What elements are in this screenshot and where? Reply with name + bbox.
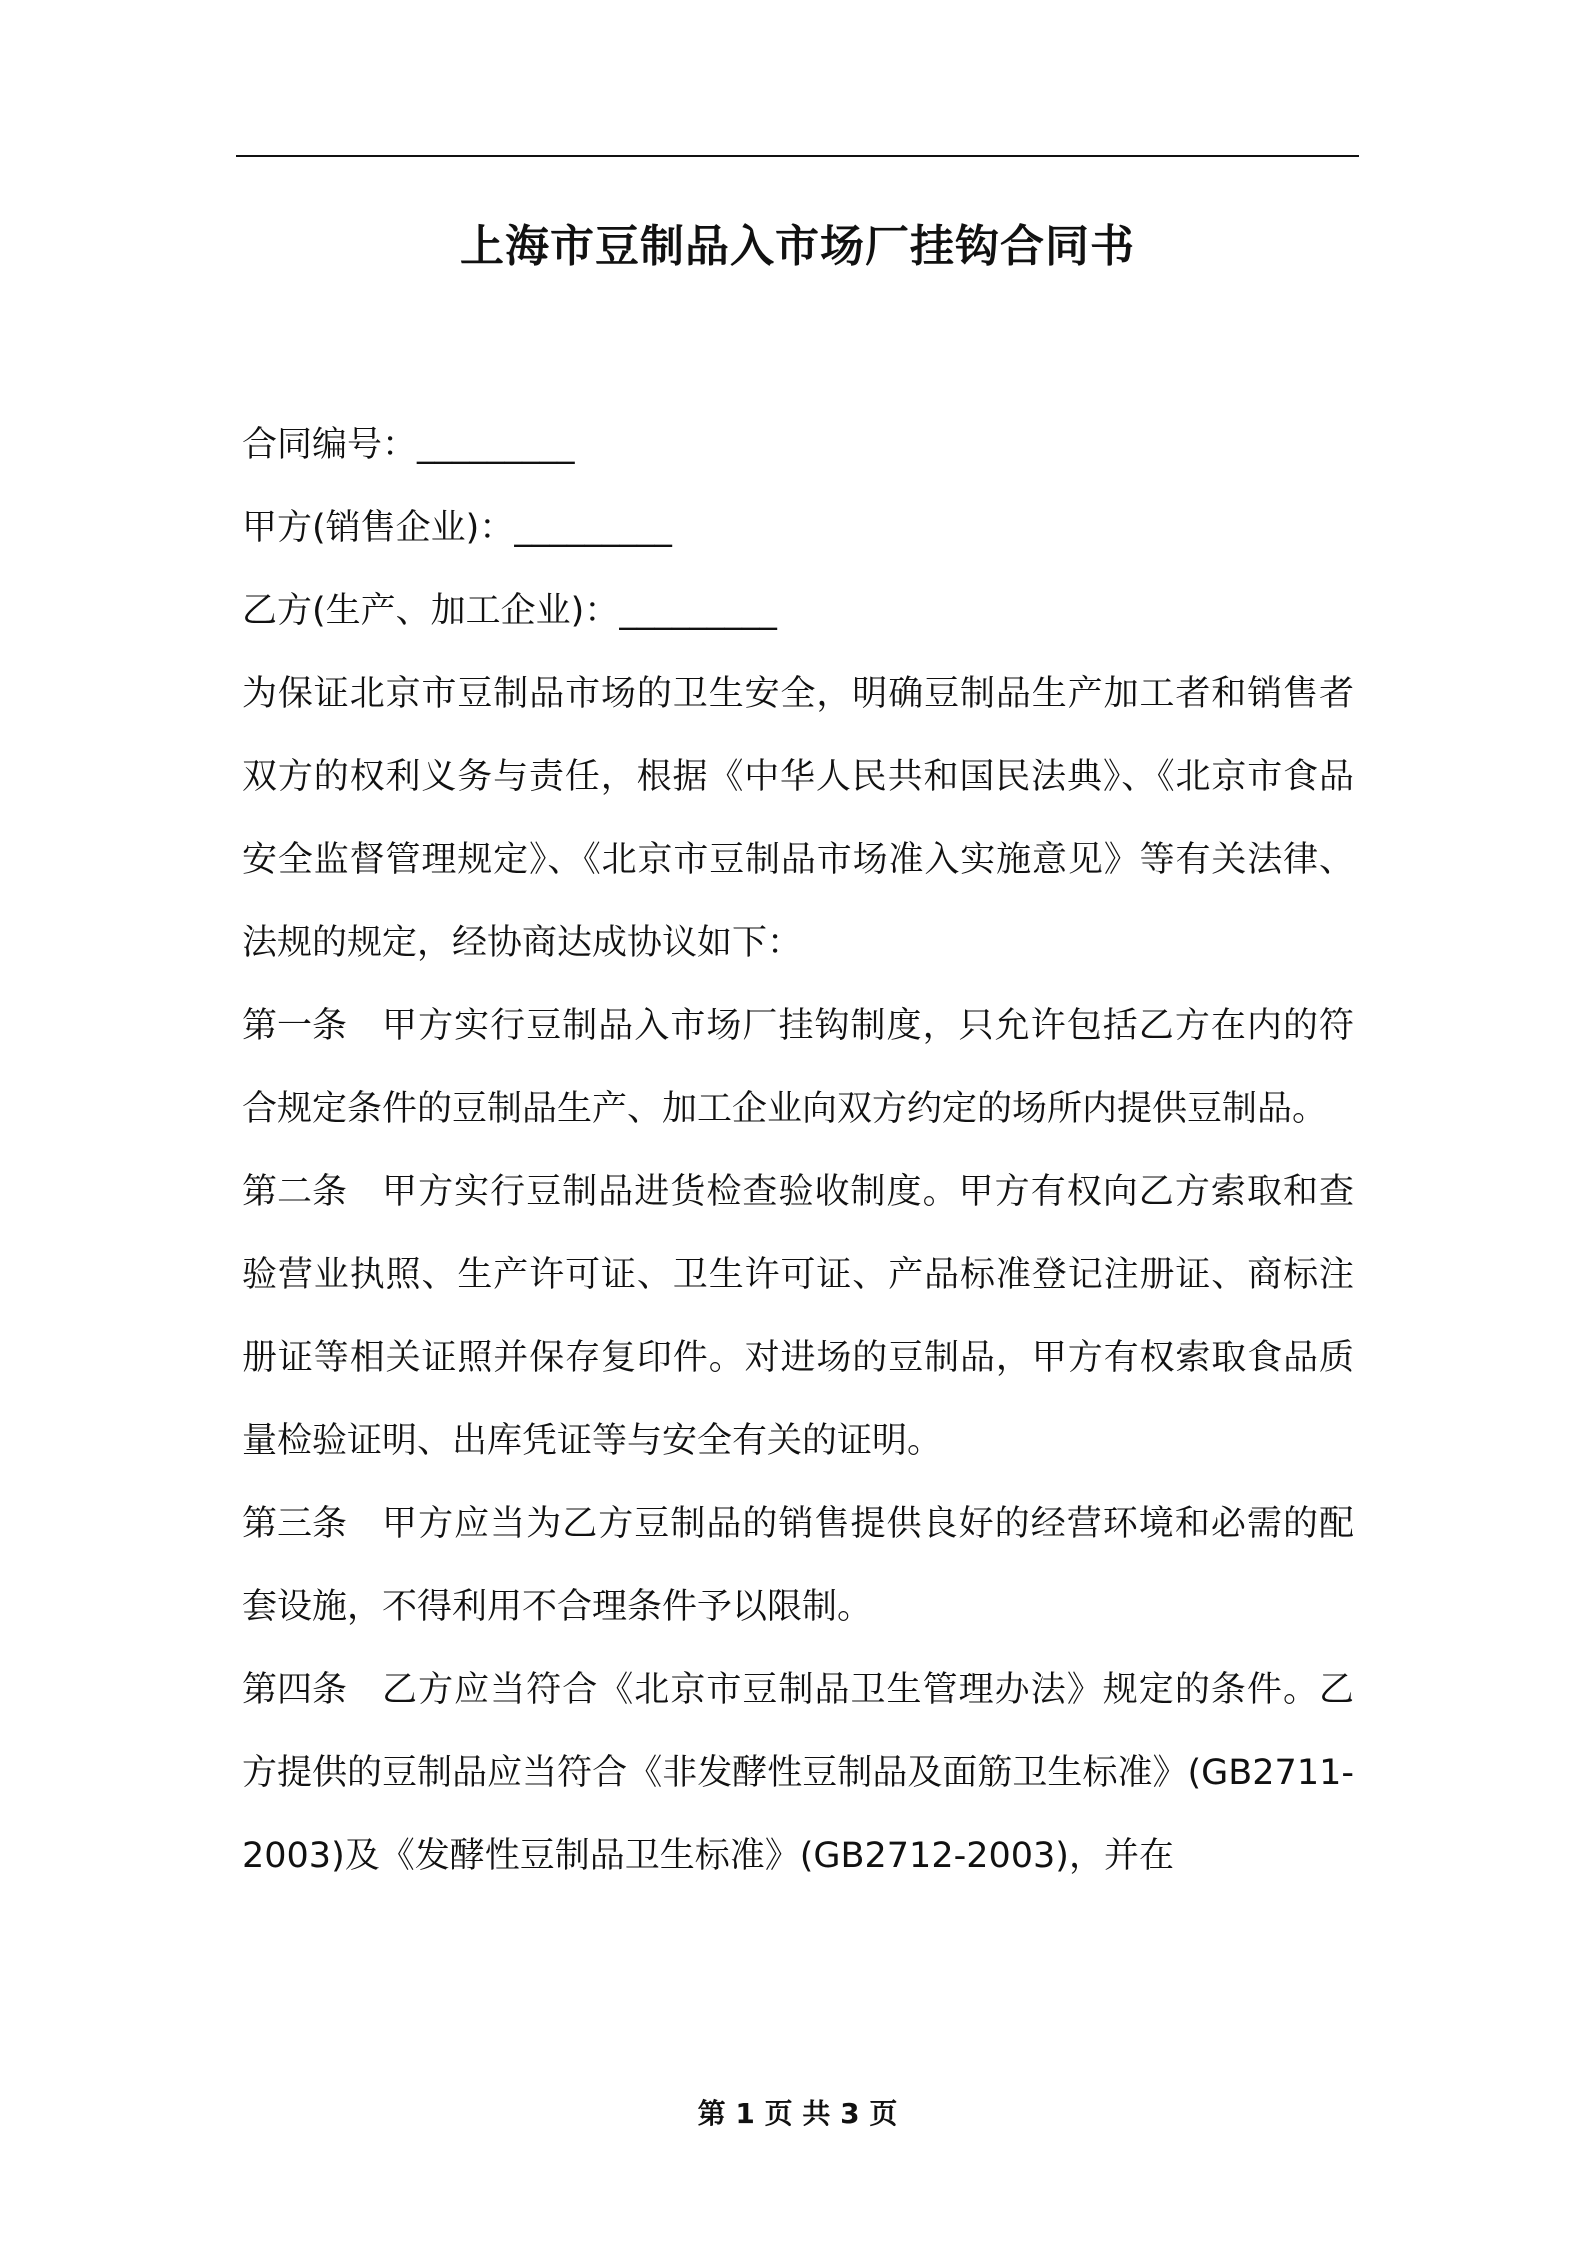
- header-rule: [236, 155, 1359, 157]
- article-1-text: 甲方实行豆制品入市场厂挂钩制度，只允许包括乙方在内的符合规定条件的豆制品生产、加工企业向双方约定的场所内提供豆制品。: [242, 1006, 1354, 1129]
- article-2-number: 第二条: [242, 1172, 348, 1212]
- article-2: [242, 1151, 1354, 1483]
- preamble-paragraph: 为保证北京市豆制品市场的卫生安全，明确豆制品生产加工者和销售者双方的权利义务与责任，根据《中华人民共和国民法典》、《北京市食品安全监督管理规定》、《北京市豆制品市场准入实施意见》等有关法律、法规的规定，经协商达成协议如下：: [242, 674, 1354, 963]
- article-4: [242, 1649, 1354, 1898]
- party-b-blank: _________: [619, 591, 777, 631]
- article-4-text: 乙方应当符合《北京市豆制品卫生管理办法》规定的条件。乙方提供的豆制品应当符合《非发酵性豆制品及面筋卫生标准》(GB2711-2003)及《发酵性豆制品卫生标准》(GB2712-2003)，并在: [242, 1670, 1354, 1876]
- party-a-line: [242, 487, 1354, 570]
- article-1: [242, 985, 1354, 1151]
- document-body: [242, 404, 1354, 1898]
- party-a-label: 甲方(销售企业)：: [242, 508, 515, 548]
- article-3-number: 第三条: [242, 1504, 348, 1544]
- party-a-blank: _________: [514, 508, 672, 548]
- article-2-text: 甲方实行豆制品进货检查验收制度。甲方有权向乙方索取和查验营业执照、生产许可证、卫生许可证、产品标准登记注册证、商标注册证等相关证照并保存复印件。对进场的豆制品，甲方有权索取食品质量检验证明、出库凭证等与安全有关的证明。: [242, 1172, 1354, 1461]
- article-3-text: 甲方应当为乙方豆制品的销售提供良好的经营环境和必需的配套设施，不得利用不合理条件予以限制。: [242, 1504, 1354, 1627]
- contract-number-blank: _________: [417, 425, 575, 465]
- document-title: 上海市豆制品入市场厂挂钩合同书: [460, 221, 1135, 272]
- article-1-number: 第一条: [242, 1006, 348, 1046]
- article-3: [242, 1483, 1354, 1649]
- contract-number-line: [242, 404, 1354, 487]
- contract-number-label: 合同编号：: [242, 425, 418, 465]
- page-footer: 第 1 页 共 3 页: [697, 2097, 898, 2130]
- party-b-line: [242, 570, 1354, 653]
- article-4-number: 第四条: [242, 1670, 348, 1710]
- party-b-label: 乙方(生产、加工企业)：: [242, 591, 620, 631]
